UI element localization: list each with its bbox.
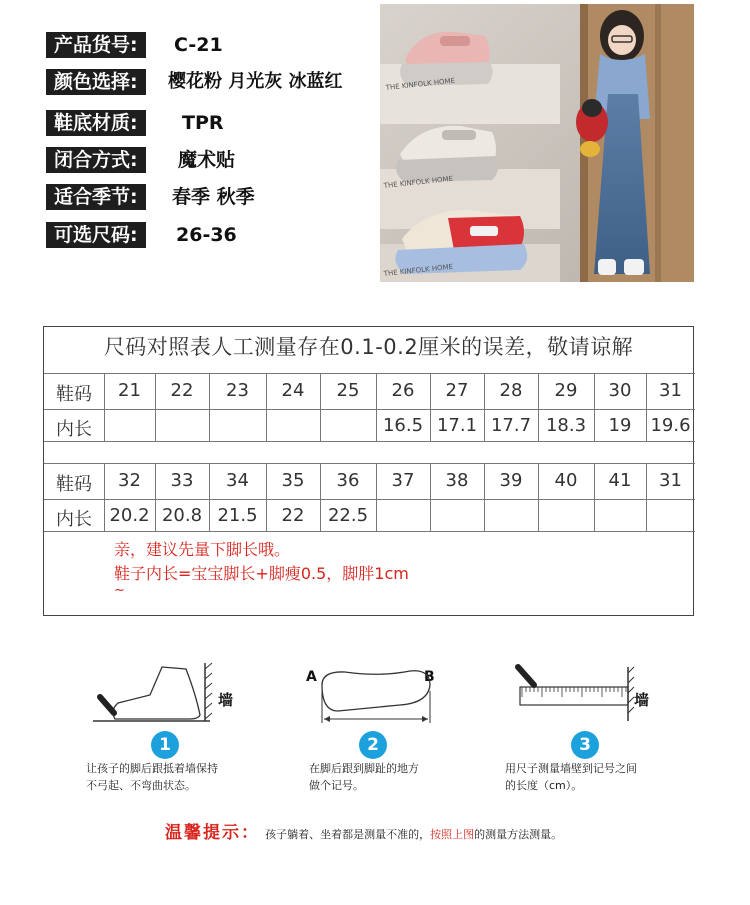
point-b-label: B	[424, 669, 435, 685]
step-3-text	[505, 760, 637, 794]
size-cell: 31	[659, 380, 682, 401]
spec-value: TPR	[182, 112, 224, 134]
size-cell: 30	[608, 380, 632, 401]
length-row-label: 内长	[56, 509, 92, 530]
tip-text: 孩子躺着、坐着都是测量不准的，	[265, 828, 431, 841]
warm-tip	[165, 818, 562, 843]
tip-text: 的测量方法测量。	[474, 828, 563, 841]
length-cell: 22	[281, 505, 305, 526]
length-cell: 19	[608, 415, 632, 436]
length-cell: 20.8	[161, 505, 203, 526]
table-rule	[44, 499, 695, 500]
size-cell: 37	[391, 470, 415, 491]
length-row-label: 内长	[56, 419, 92, 440]
size-cell: 39	[499, 470, 523, 491]
spec-label: 鞋底材质:	[46, 110, 146, 136]
length-cell: 16.5	[382, 415, 424, 436]
wall-label: 墙	[218, 691, 234, 709]
size-cell: 33	[170, 470, 194, 491]
length-cell: 18.3	[545, 415, 587, 436]
length-cell: 17.7	[490, 415, 532, 436]
product-photo	[380, 4, 694, 282]
table-rule	[44, 531, 695, 532]
spec-value: 26-36	[176, 224, 237, 246]
size-cell: 26	[391, 380, 415, 401]
size-cell: 41	[608, 470, 632, 491]
length-cell: 20.2	[109, 505, 150, 526]
photo-brand-text: THE KINFOLK HOME	[385, 76, 456, 92]
spec-value: 魔术贴	[178, 149, 236, 171]
spec-value: C-21	[174, 34, 223, 56]
step-1-line: 不弓起、不弯曲状态。	[86, 779, 196, 792]
measuring-illustrations	[0, 655, 750, 735]
size-cell: 36	[336, 470, 360, 491]
size-cell: 24	[281, 380, 305, 401]
length-cell: 21.5	[217, 505, 258, 526]
spec-label: 闭合方式:	[46, 147, 146, 173]
length-cell: 19.6	[650, 415, 691, 436]
photo-brand-text: THE KINFOLK HOME	[383, 174, 454, 190]
spec-label: 颜色选择:	[46, 69, 146, 95]
step-2-text	[309, 760, 419, 794]
tip-highlight: 按照上图	[430, 828, 475, 841]
step-3-line: 用尺子测量墙壁到记号之间	[505, 762, 637, 775]
table-rule	[44, 409, 695, 410]
step-1-badge: 1	[151, 731, 179, 759]
size-cell: 27	[445, 380, 469, 401]
size-cell: 32	[118, 470, 141, 491]
step-3-line: 的长度（cm）。	[505, 779, 583, 792]
table-rule	[44, 463, 695, 464]
size-cell: 25	[336, 380, 360, 401]
size-cell: 35	[281, 470, 305, 491]
size-cell: 38	[445, 470, 469, 491]
step-1-text	[86, 760, 218, 794]
size-cell: 29	[554, 380, 578, 401]
length-cell: 17.1	[436, 415, 478, 436]
wall-label: 墙	[634, 691, 650, 709]
size-chart-table	[43, 326, 694, 616]
spec-label: 适合季节:	[46, 184, 146, 210]
tilde-note: ~	[114, 583, 125, 598]
footprint-illustration	[306, 669, 435, 723]
size-row-label: 鞋码	[56, 384, 92, 405]
size-cell: 31	[659, 470, 682, 491]
spec-label: 可选尺码:	[46, 222, 146, 248]
spec-value: 樱花粉 月光灰 冰蓝红	[168, 71, 343, 92]
size-cell: 21	[118, 380, 141, 401]
step-1-line: 让孩子的脚后跟抵着墙保持	[86, 762, 218, 775]
size-cell: 34	[226, 470, 249, 491]
ruler-illustration	[518, 667, 649, 721]
size-cell: 23	[226, 380, 249, 401]
photo-brand-text: THE KINFOLK HOME	[383, 262, 454, 278]
advice-note: 亲，建议先量下脚长哦。	[114, 540, 291, 559]
step-2-line: 在脚后跟到脚趾的地方	[309, 762, 419, 775]
step-2-line: 做个记号。	[309, 779, 364, 792]
size-cell: 22	[170, 380, 194, 401]
size-chart-title: 尺码对照表人工测量存在0.1-0.2厘米的误差，敬请谅解	[103, 335, 634, 359]
size-row-label: 鞋码	[56, 474, 92, 495]
table-rule	[44, 441, 695, 442]
size-cell: 28	[499, 380, 523, 401]
step-3-badge: 3	[571, 731, 599, 759]
size-cell: 40	[554, 470, 578, 491]
table-rule	[44, 373, 695, 374]
step-2-badge: 2	[359, 731, 387, 759]
tip-title: 温馨提示：	[165, 823, 260, 843]
point-a-label: A	[306, 669, 317, 685]
spec-value: 春季 秋季	[172, 186, 255, 208]
formula-note: 鞋子内长=宝宝脚长+脚瘦0.5，脚胖1cm	[114, 564, 409, 583]
spec-label: 产品货号:	[46, 32, 146, 58]
foot-against-wall-illustration	[93, 663, 233, 721]
length-cell: 22.5	[327, 505, 369, 526]
